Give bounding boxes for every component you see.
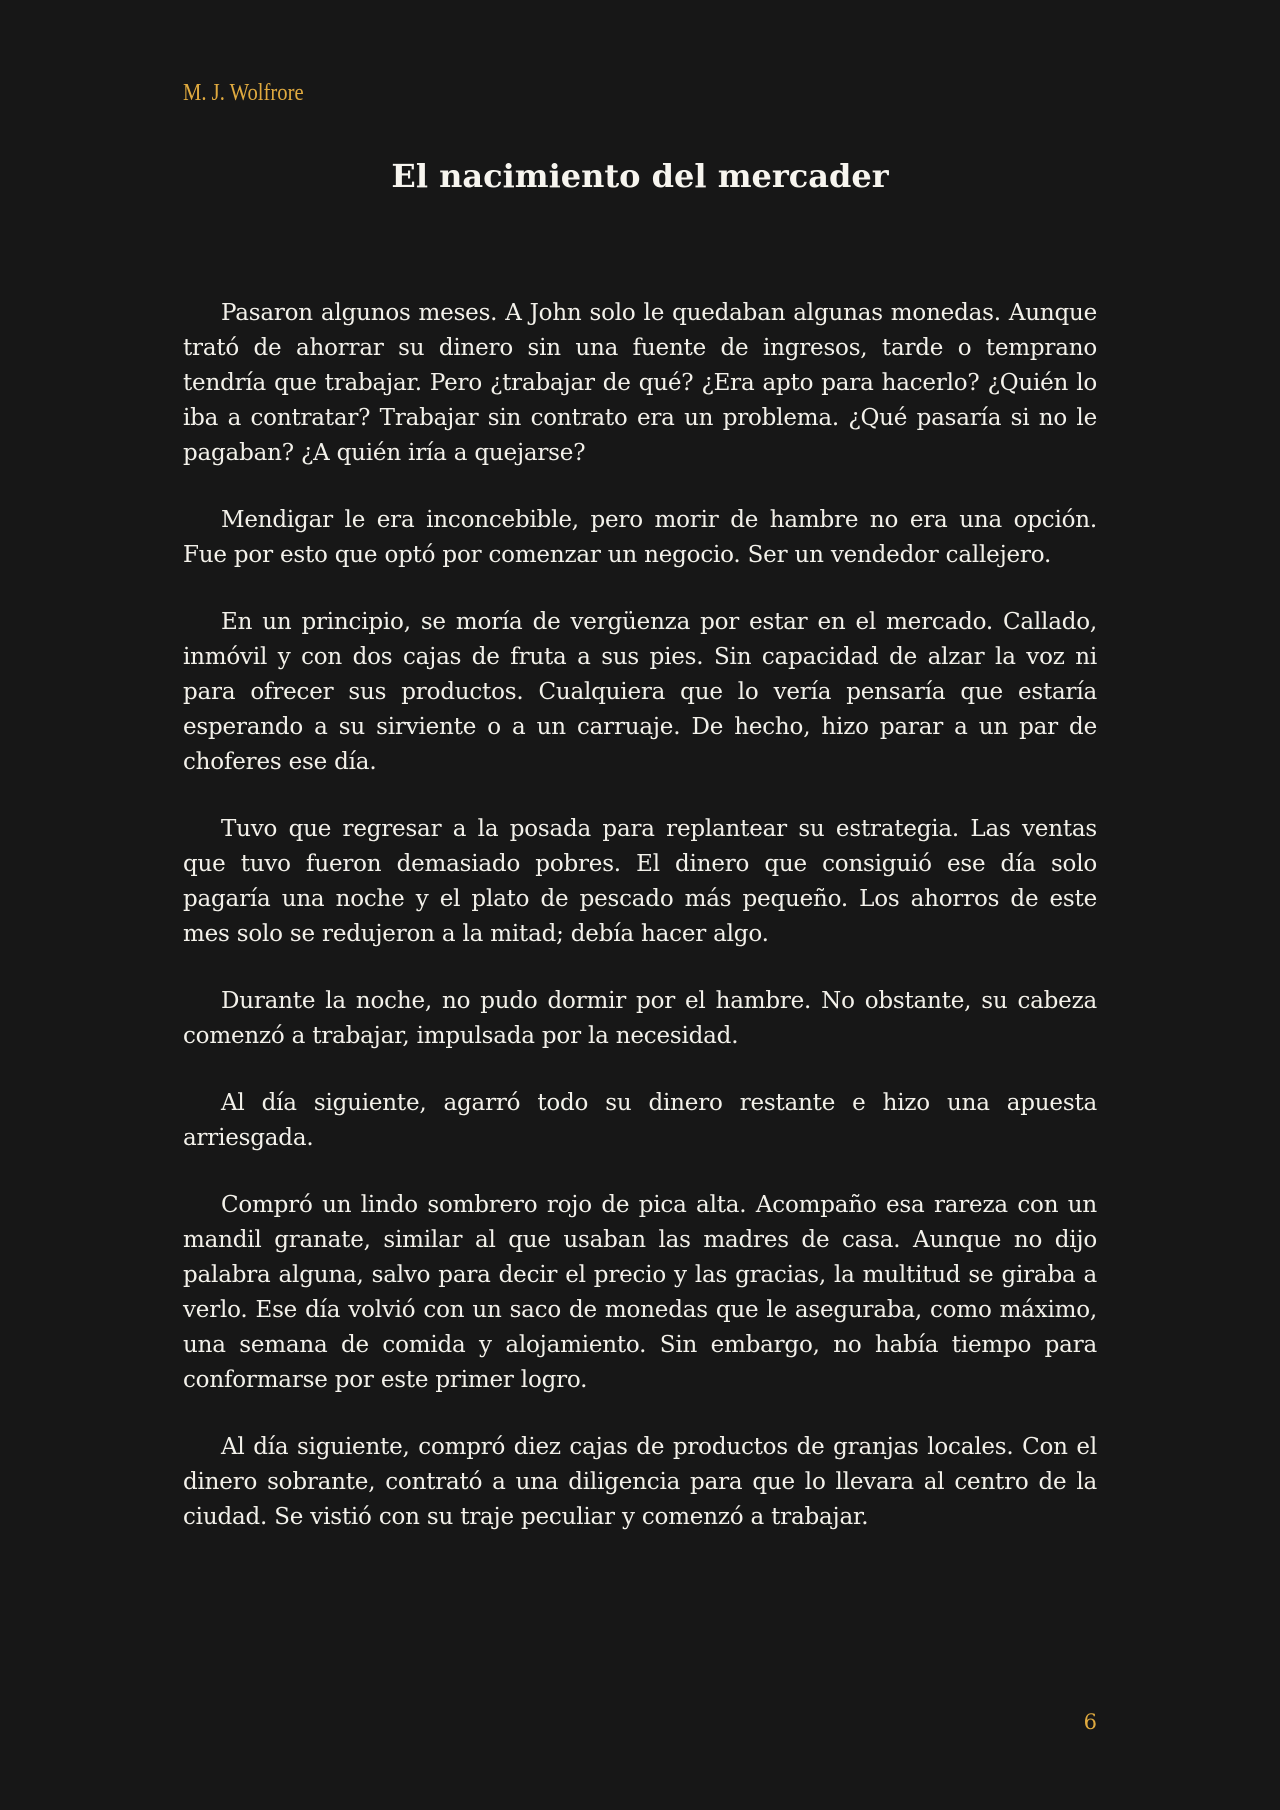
chapter-body (183, 296, 1097, 1567)
paragraph: Compró un lindo sombrero rojo de pica alta. Acompaño esa rareza con un mandil granate, similar al que usaban las madres de casa. Aunque no dijo palabra alguna, salvo para decir el precio y las gracias, la multitud se giraba a verlo. Ese día volvió con un saco de monedas que le aseguraba, como máximo, una semana de comida y alojamiento. Sin embargo, no había tiempo para conformarse por este primer logro. (183, 1192, 1097, 1393)
paragraph: Mendigar le era inconcebible, pero morir de hambre no era una opción. Fue por esto que optó por comenzar un negocio. Ser un vendedor callejero. (183, 507, 1097, 568)
chapter-title: El nacimiento del mercader (391, 157, 889, 195)
paragraph: Al día siguiente, agarró todo su dinero restante e hizo una apuesta arriesgada. (183, 1090, 1097, 1151)
page-number: 6 (1083, 1710, 1097, 1734)
paragraph: En un principio, se moría de vergüenza por estar en el mercado. Callado, inmóvil y con dos cajas de fruta a sus pies. Sin capacidad de alzar la voz ni para ofrecer sus productos. Cualquiera que lo vería pensaría que estaría esperando a su sirviente o a un carruaje. De hecho, hizo parar a un par de choferes ese día. (183, 609, 1097, 775)
paragraph: Durante la noche, no pudo dormir por el hambre. No obstante, su cabeza comenzó a trabajar, impulsada por la necesidad. (183, 988, 1097, 1049)
paragraph: Pasaron algunos meses. A John solo le quedaban algunas monedas. Aunque trató de ahorrar su dinero sin una fuente de ingresos, tarde o temprano tendría que trabajar. Pero ¿trabajar de qué? ¿Era apto para hacerlo? ¿Quién lo iba a contratar? Trabajar sin contrato era un problema. ¿Qué pasaría si no le pagaban? ¿A quién iría a quejarse? (183, 300, 1097, 466)
running-header-author: M. J. Wolfrore (183, 80, 304, 106)
paragraph: Tuvo que regresar a la posada para replantear su estrategia. Las ventas que tuvo fueron demasiado pobres. El dinero que consiguió ese día solo pagaría una noche y el plato de pescado más pequeño. Los ahorros de este mes solo se redujeron a la mitad; debía hacer algo. (183, 816, 1097, 947)
paragraph: Al día siguiente, compró diez cajas de productos de granjas locales. Con el dinero sobrante, contrató a una diligencia para que lo llevara al centro de la ciudad. Se vistió con su traje peculiar y comenzó a trabajar. (183, 1434, 1097, 1530)
